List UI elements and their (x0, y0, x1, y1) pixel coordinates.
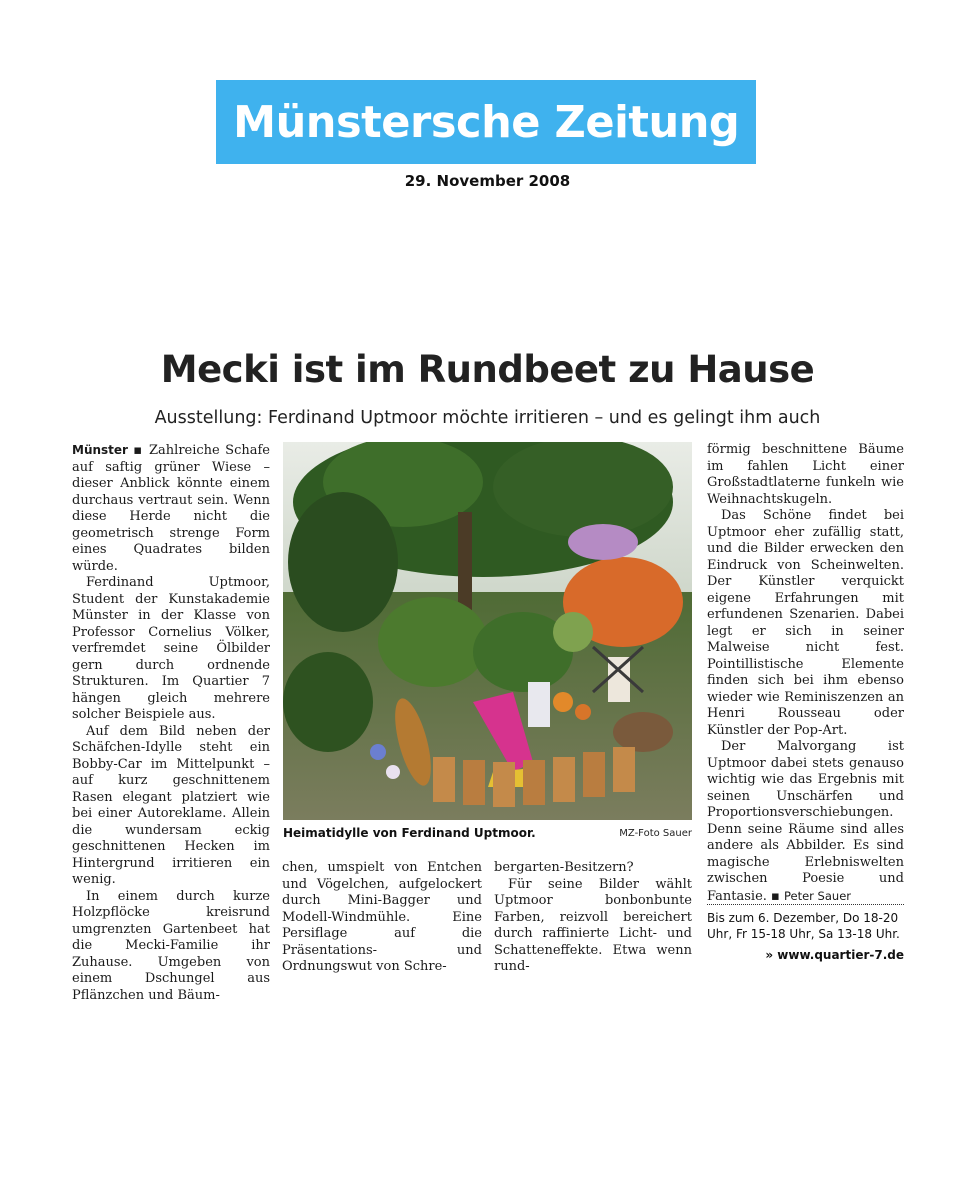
paragraph (707, 739, 904, 905)
paragraph: Das Schöne findet bei Uptmoor eher zufällig statt, und die Bilder erwecken den Eindruck von Scheinwelten. Der Künstler verquickt eigene Erfahrungen mit erfundenen Szenarien. Dabei legt er sich in seiner Malweise nicht fest. Pointillistische Elemente finden sich bei ihm ebenso wieder wie Reminiszenzen an Henri Rousseau oder Künstler der Pop-Art. (707, 508, 904, 738)
photo-caption: Heimatidylle von Ferdinand Uptmoor. (283, 826, 536, 840)
article-subheadline: Ausstellung: Ferdinand Uptmoor möchte irritieren – und es gelingt ihm auch (154, 408, 821, 428)
info-divider (707, 904, 904, 905)
paragraph: förmig beschnittene Bäume im fahlen Licht einer Großstadtlaterne funkeln wie Weihnachtskugeln. (707, 442, 904, 507)
column-1 (72, 442, 270, 1004)
dateline-location: Münster (72, 443, 128, 457)
paragraph (72, 442, 270, 575)
column-2 (282, 860, 482, 976)
painting-image (283, 442, 692, 820)
paragraph: chen, umspielt von Entchen und Vögelchen, aufgelockert durch Mini-Bagger und Modell-Windmühle. Eine Persiflage auf die Präsentations- und Ordnungswut von Schre- (282, 860, 482, 974)
paragraph: bergarten-Besitzern? (494, 860, 634, 875)
website-link[interactable]: » www.quartier-7.de (765, 948, 904, 962)
column-4 (707, 442, 904, 905)
paragraph: In einem durch kurze Holzpflöcke kreisrund umgrenzten Gartenbeet hat die Mecki-Familie ihr Zuhause. Umgeben von einem Dschungel aus Pflänzchen und Bäum- (72, 888, 270, 1003)
paragraph-text: Der Malvorgang ist Uptmoor dabei stets genauso wichtig wie das Ergebnis mit seinen Unschärfen und Proportionsverschiebungen. Denn seine Räume sind alles andere als Abbilder. Es sind magische Erlebniswelten zwischen Poesie und Fantasie. (707, 739, 904, 904)
photo-credit: MZ-Foto Sauer (619, 828, 692, 839)
column-3 (494, 860, 692, 976)
paragraph-text: Zahlreiche Schafe auf saftig grüner Wiese – dieser Anblick könnte einem durchaus vertraut sein. Wenn diese Herde nicht die geometrisch strenge Form eines Quadrates bilden würde. (72, 443, 270, 574)
dateline-separator: ▪ (133, 443, 144, 458)
paragraph: Für seine Bilder wählt Uptmoor bonbonbunte Farben, reizvoll bereichert durch raffinierte Licht- und Schatteneffekte. Etwa wenn rund- (494, 876, 692, 974)
issue-date: 29. November 2008 (404, 172, 571, 190)
paragraph: Auf dem Bild neben der Schäfchen-Idylle steht ein Bobby-Car im Mittelpunkt – auf kurz geschnittenem Rasen elegant platziert wie bei einer Autoreklame. Allein die wundersam eckig geschnittenen Hecken im Hintergrund irritieren ein wenig. (72, 723, 270, 887)
paragraph: Ferdinand Uptmoor, Student der Kunstakademie Münster in der Klasse von Professor Cornelius Völker, verfremdet seine Ölbilder gern durch ordnende Strukturen. Im Quartier 7 hängen gleich mehrere solcher Beispiele aus. (72, 575, 270, 722)
masthead (216, 80, 756, 164)
masthead-title: Münstersche Zeitung (232, 96, 740, 148)
article-headline: Mecki ist im Rundbeet zu Hause (160, 348, 815, 391)
article-photo (283, 442, 692, 820)
exhibition-info: Bis zum 6. Dezember, Do 18-20 Uhr, Fr 15-18 Uhr, Sa 13-18 Uhr. (707, 911, 900, 941)
author-name: Peter Sauer (783, 888, 851, 903)
author-separator: ▪ (771, 888, 780, 904)
